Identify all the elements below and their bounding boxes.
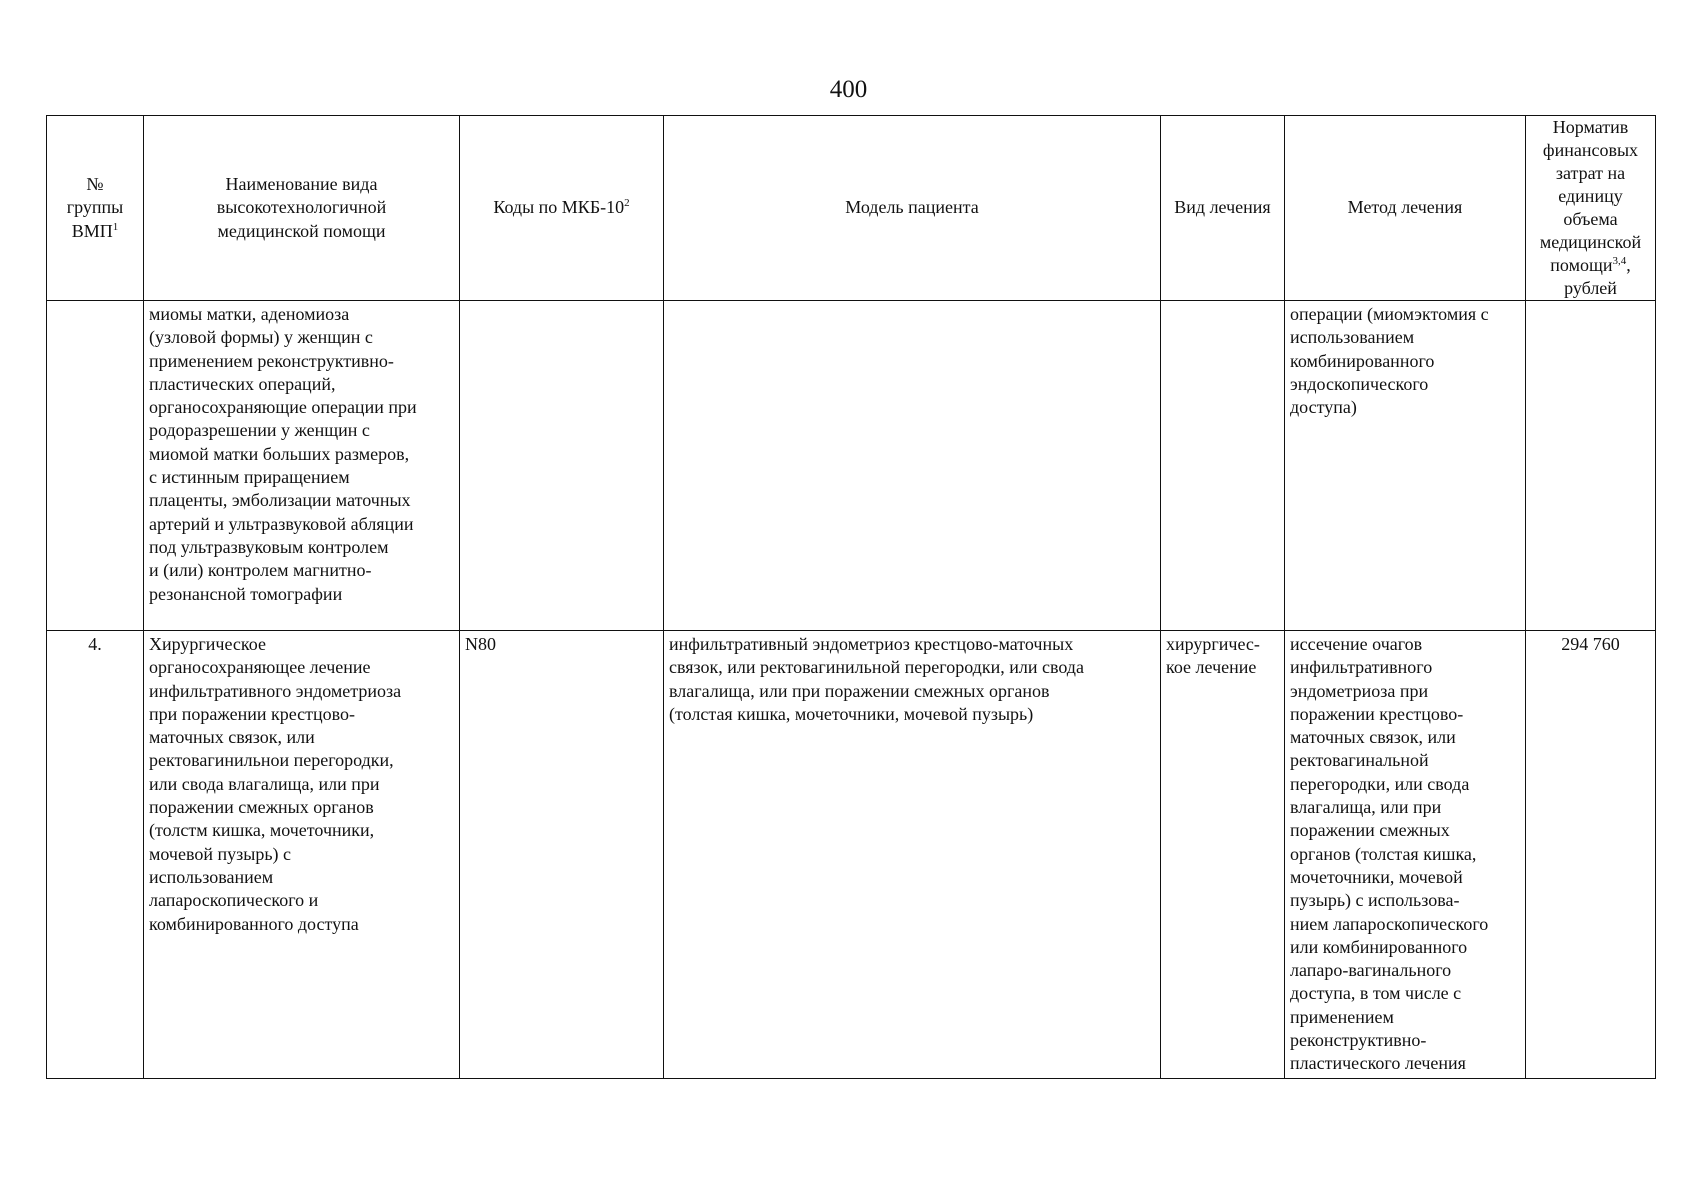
header-codes: Коды по МКБ-$10^2$ <box>460 116 664 301</box>
header-norm: Норматив финансовых затрат на единицу объема медицинской помощи$^{3,4}$, рублей <box>1526 116 1656 301</box>
cell-name: Хирургическое органосохраняющее лечение инфильтративного эндометриоза при поражении крестцово- маточных связок, или ректовагинильнои перегородки, или свода влагалища, или при поражении смежных органов (толстм кишка, мочеточники, мочевой пузырь) с использованием лапароскопического и комбинированного доступа <box>144 631 460 1079</box>
cell-model <box>664 301 1161 631</box>
cell-codes: N80 <box>460 631 664 1079</box>
header-model: Модель пациента <box>664 116 1161 301</box>
table-row <box>47 301 1656 631</box>
cell-model: инфильтративный эндометриоз крестцово-маточных связок, или ректовагинильной перегородки, или свода влагалища, или при поражении смежных органов (толстая кишка, мочеточники, мочевой пузырь) <box>664 631 1161 1079</box>
header-name: Наименование вида высокотехнологичной медицинской помощи <box>144 116 460 301</box>
cell-norm <box>1526 301 1656 631</box>
header-group: № группы ВМП$^1$ <box>47 116 144 301</box>
cell-codes <box>460 301 664 631</box>
table-row <box>47 631 1656 1079</box>
cell-name: миомы матки, аденомиоза (узловой формы) у женщин с применением реконструктивно- пластических операций, органосохраняющие операции при родоразрешении у женщин с миомой матки больших размеров, с истинным приращением плаценты, эмболизации маточных артерий и ультразвуковой абляции под ультразвуковым контролем и (или) контролем магнитно- резонансной томографии <box>144 301 460 631</box>
cell-method: операции (миомэктомия с использованием комбинированного эндоскопического доступа) <box>1285 301 1526 631</box>
cell-type <box>1161 301 1285 631</box>
page-number: 400 <box>829 76 868 103</box>
cell-type: хирургичес- кое лечение <box>1161 631 1285 1079</box>
header-type: Вид лечения <box>1161 116 1285 301</box>
cell-norm: 294 760 <box>1526 631 1656 1079</box>
header-row <box>47 116 1656 301</box>
cell-method: иссечение очагов инфильтративного эндометриоза при поражении крестцово- маточных связок, или ректовагинальной перегородки, или свода влагалища, или при поражении смежных органов (толстая кишка, мочеточники, мочевой пузырь) с использова- нием лапароскопического или комбинированного лапаро-вагинального доступа, в том числе с применением реконструктивно- пластического лечения <box>1285 631 1526 1079</box>
cell-group <box>47 301 144 631</box>
header-method: Метод лечения <box>1285 116 1526 301</box>
cell-group: 4. <box>47 631 144 1079</box>
vmp-table <box>46 115 1656 1079</box>
